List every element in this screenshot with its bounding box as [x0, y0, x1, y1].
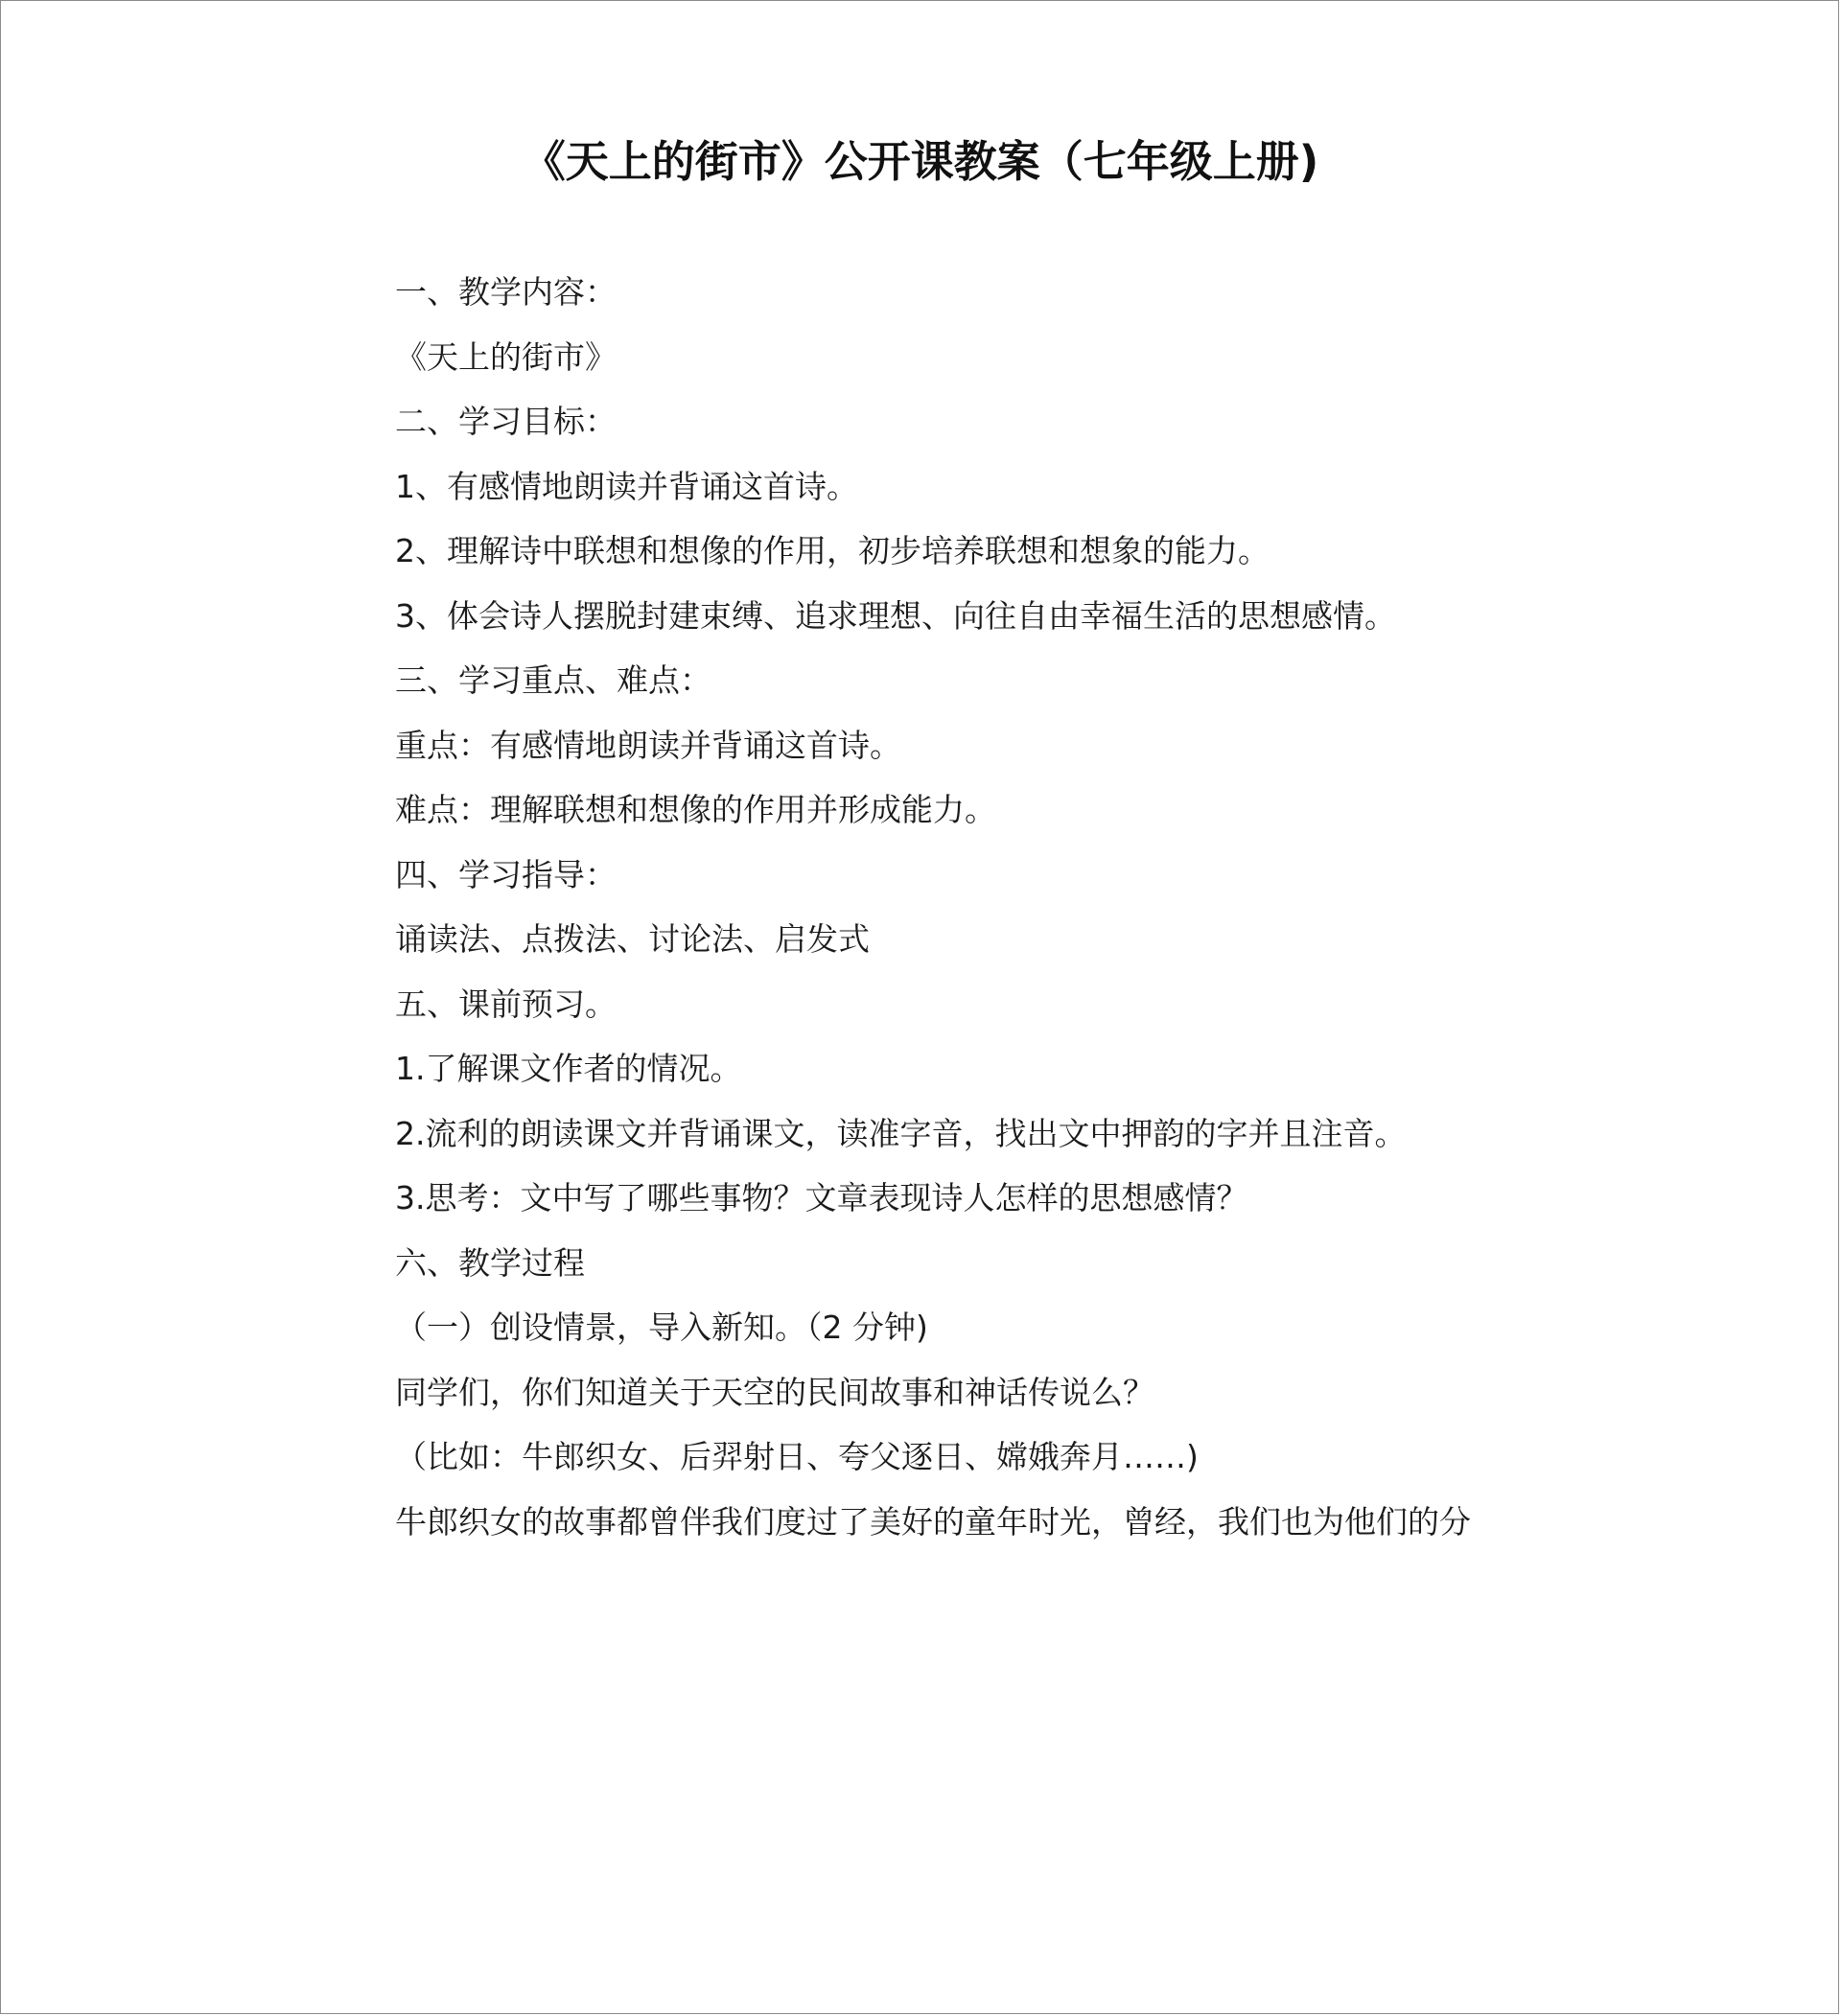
list-item: 2、理解诗中联想和想像的作用，初步培养联想和想象的能力。	[395, 532, 1270, 569]
paragraph-line: 《天上的街市》	[395, 337, 617, 376]
document-body	[395, 260, 1603, 1554]
section-heading-learning-guidance: 四、学习指导：	[395, 855, 617, 893]
paragraph-line: （比如：牛郎织女、后羿射日、夸父逐日、嫦娥奔月……)	[395, 1438, 1199, 1475]
list-item: 3.思考：文中写了哪些事物？文章表现诗人怎样的思想感情？	[395, 1179, 1248, 1217]
list-item: 1、有感情地朗读并背诵这首诗。	[395, 467, 858, 505]
section-heading-teaching-content: 一、教学内容：	[395, 273, 617, 311]
paragraph-line: 诵读法、点拨法、讨论法、启发式	[395, 920, 870, 958]
list-item: 3、体会诗人摆脱封建束缚、追求理想、向往自由幸福生活的思想感情。	[395, 596, 1396, 635]
section-heading-preview: 五、课前预习。	[395, 985, 617, 1023]
section-heading-teaching-process: 六、教学过程	[395, 1243, 585, 1282]
list-item: 2.流利的朗读课文并背诵课文，读准字音，找出文中押韵的字并且注音。	[395, 1114, 1407, 1152]
paragraph-line: 难点：理解联想和想像的作用并形成能力。	[395, 791, 996, 828]
subsection-heading: （一）创设情景，导入新知。（2 分钟)	[395, 1309, 928, 1346]
section-heading-key-difficult-points: 三、学习重点、难点：	[395, 661, 711, 699]
section-heading-learning-objectives: 二、学习目标：	[395, 403, 617, 440]
paragraph-line: 重点：有感情地朗读并背诵这首诗。	[395, 726, 901, 764]
list-item: 1.了解课文作者的情况。	[395, 1050, 742, 1087]
document-title: 《天上的街市》公开课教案（七年级上册)	[522, 136, 1319, 187]
paragraph-line: 牛郎织女的故事都曾伴我们度过了美好的童年时光，曾经，我们也为他们的分	[395, 1502, 1471, 1541]
paragraph-line: 同学们，你们知道关于天空的民间故事和神话传说么？	[395, 1373, 1154, 1411]
